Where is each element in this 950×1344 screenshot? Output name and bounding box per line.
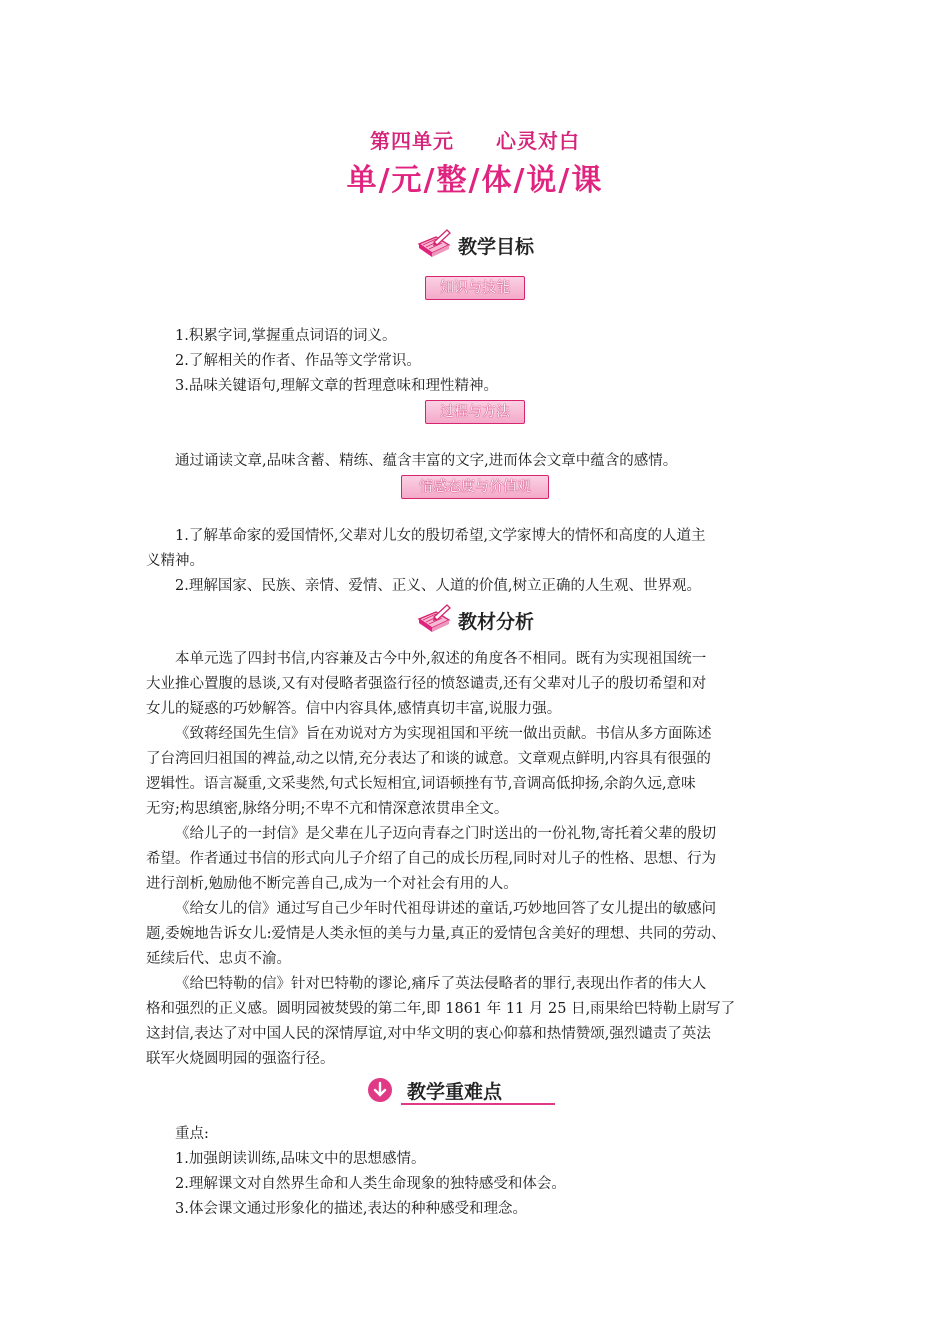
list-item: 2.理解课文对自然界生命和人类生命现象的独特感受和体会。 bbox=[175, 1176, 566, 1192]
key-points-label: 重点: bbox=[175, 1126, 209, 1142]
text-line: 《给儿子的一封信》是父辈在儿子迈向青春之门时送出的一份礼物,寄托着父辈的殷切 bbox=[175, 826, 717, 842]
text-line: 《给女儿的信》通过写自己少年时代祖母讲述的童话,巧妙地回答了女儿提出的敏感问 bbox=[175, 901, 717, 917]
list-item: 1.加强朗读训练,品味文中的思想感情。 bbox=[175, 1151, 426, 1167]
text-line: 无穷;构思缜密,脉络分明;不卑不亢和情深意浓贯串全文。 bbox=[146, 801, 509, 817]
text-line: 《给巴特勒的信》针对巴特勒的谬论,痛斥了英法侵略者的罪行,表现出作者的伟大人 bbox=[175, 976, 707, 992]
tag-knowledge: 知识与技能 bbox=[425, 276, 525, 300]
notebook-pencil-icon bbox=[416, 228, 452, 262]
emotion-list bbox=[146, 524, 812, 599]
down-arrow-circle-icon bbox=[368, 1078, 392, 1102]
list-item: 2.理解国家、民族、亲情、爱情、正义、人道的价值,树立正确的人生观、世界观。 bbox=[175, 578, 701, 594]
section-difficulty-label: 教学重难点 bbox=[407, 1081, 503, 1103]
text-line: 本单元选了四封书信,内容兼及古今中外,叙述的角度各不相同。既有为实现祖国统一 bbox=[175, 651, 707, 667]
unit-number: 第四单元 bbox=[370, 129, 454, 153]
unit-name: 心灵对白 bbox=[496, 129, 580, 153]
section-objectives-label: 教学目标 bbox=[457, 235, 534, 258]
list-item: 3.品味关键语句,理解文章的哲理意味和理性精神。 bbox=[175, 378, 498, 394]
list-item: 3.体会课文通过形象化的描述,表达的种种感受和理念。 bbox=[175, 1201, 527, 1217]
list-item: 1.了解革命家的爱国情怀,父辈对儿女的殷切希望,文学家博大的情怀和高度的人道主 bbox=[175, 528, 706, 544]
text-line: 了台湾回归祖国的裨益,动之以情,充分表达了和谈的诚意。文章观点鲜明,内容具有很强的 bbox=[146, 751, 711, 767]
list-item: 2.了解相关的作者、作品等文学常识。 bbox=[175, 353, 421, 369]
tag-emotion: 情感态度与价值观 bbox=[401, 475, 549, 499]
section-analysis bbox=[0, 603, 950, 637]
key-points bbox=[146, 1122, 812, 1222]
text-line: 延续后代、忠贞不渝。 bbox=[146, 951, 291, 967]
text-line: 《致蒋经国先生信》旨在劝说对方为实现祖国和平统一做出贡献。书信从多方面陈述 bbox=[175, 726, 712, 742]
text-line: 格和强烈的正义感。圆明园被焚毁的第二年,即 1861 年 11 月 25 日,雨果给巴特勒上尉写了 bbox=[146, 1001, 736, 1017]
section-objectives bbox=[0, 228, 950, 262]
text-line: 逻辑性。语言凝重,文采斐然,句式长短相宜,词语顿挫有节,音调高低抑扬,余韵久远,意味 bbox=[146, 776, 696, 792]
knowledge-list bbox=[146, 324, 812, 399]
section-difficulty bbox=[365, 1072, 555, 1106]
text-line: 题,委婉地告诉女儿:爱情是人类永恒的美与力量,真正的爱情包含美好的理想、共同的劳动、 bbox=[146, 926, 726, 942]
list-item: 1.积累字词,掌握重点词语的词义。 bbox=[175, 328, 397, 344]
page-title: 单/元/整/体/说/课 bbox=[346, 163, 604, 198]
tag-process: 过程与方法 bbox=[425, 400, 525, 424]
process-paragraph bbox=[146, 449, 812, 474]
text-line: 女儿的疑惑的巧妙解答。信中内容具体,感情真切丰富,说服力强。 bbox=[146, 701, 562, 717]
text-line: 大业推心置腹的恳谈,又有对侵略者强盗行径的愤怒谴责,还有父辈对儿子的殷切希望和对 bbox=[146, 676, 707, 692]
text-line: 希望。作者通过书信的形式向儿子介绍了自己的成长历程,同时对儿子的性格、思想、行为 bbox=[146, 851, 717, 867]
text-line: 联军火烧圆明园的强盗行径。 bbox=[146, 1051, 335, 1067]
text-line: 这封信,表达了对中国人民的深情厚谊,对中华文明的衷心仰慕和热情赞颂,强烈谴责了英法 bbox=[146, 1026, 711, 1042]
process-text: 通过诵读文章,品味含蓄、精练、蕴含丰富的文字,进而体会文章中蕴含的感情。 bbox=[175, 453, 678, 469]
section-divider bbox=[401, 1103, 555, 1105]
text-line: 进行剖析,勉励他不断完善自己,成为一个对社会有用的人。 bbox=[146, 876, 518, 892]
analysis-text bbox=[146, 647, 812, 1072]
list-item-continued: 义精神。 bbox=[146, 553, 204, 569]
notebook-pencil-icon bbox=[416, 603, 452, 637]
unit-title bbox=[0, 125, 950, 154]
section-analysis-label: 教材分析 bbox=[457, 610, 534, 633]
